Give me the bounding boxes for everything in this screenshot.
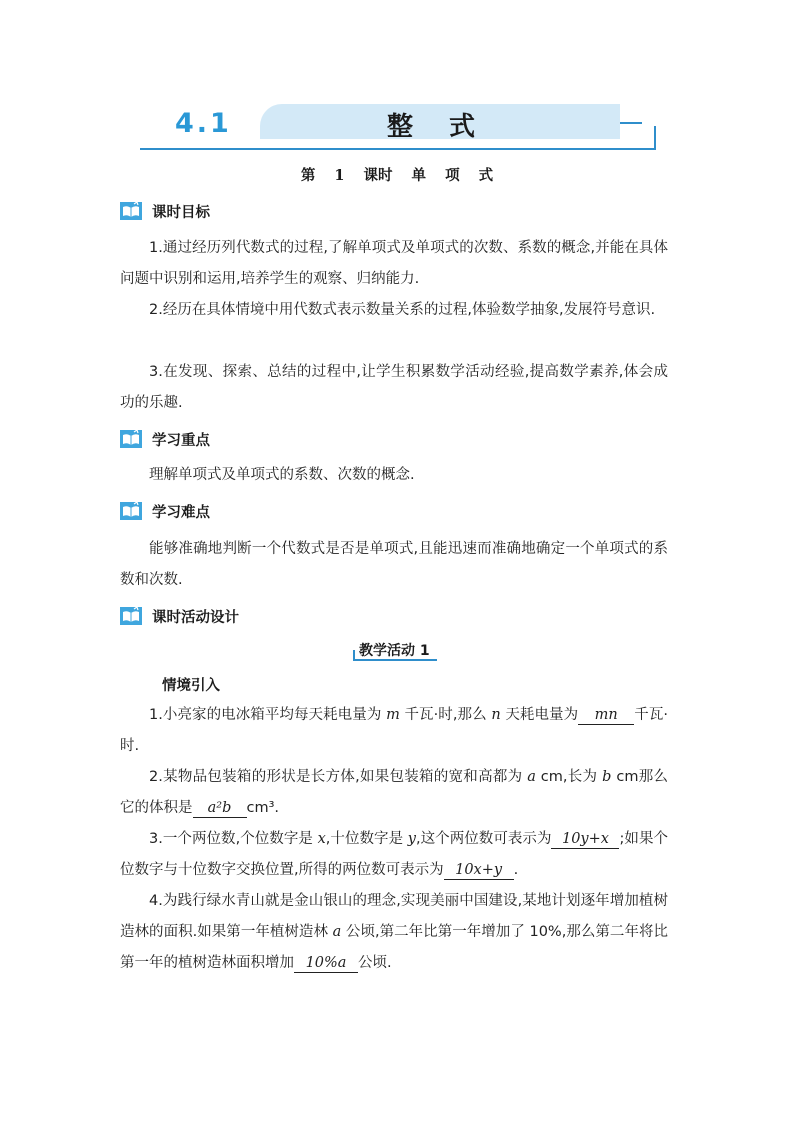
heading-difficulties: [120, 500, 210, 522]
section-title: 整式: [387, 112, 512, 142]
q1-var-n: n: [491, 707, 501, 723]
question-4: [120, 886, 668, 979]
heading-goals: [120, 200, 210, 222]
q1-text-a: 1.小亮家的电冰箱平均每天耗电量为: [149, 707, 387, 723]
q1-text-b: 千瓦·时,那么: [399, 707, 492, 723]
section-number: 4.1: [175, 108, 232, 139]
q4-var-a: a: [332, 924, 342, 940]
q2-text-a: 2.某物品包装箱的形状是长方体,如果包装箱的宽和高都为: [149, 769, 528, 785]
q3-var-y: y: [407, 831, 416, 847]
heading-goals-label: 课时目标: [152, 204, 210, 221]
q4-text-a: 4.为践行绿水青山就是金山银山的理念,实现美丽中国建设,某地计划逐年增加植树造林的面积.如果第一年植树造林: [120, 893, 668, 940]
q2-text-d: cm³.: [246, 800, 280, 816]
q1-var-m: m: [386, 707, 400, 723]
heading-key-points-label: 学习重点: [152, 432, 210, 449]
section-banner: [140, 104, 656, 154]
heading-activity-design-label: 课时活动设计: [152, 609, 239, 626]
question-2: [120, 762, 668, 824]
open-book-icon: [120, 202, 142, 220]
banner-underline: [140, 148, 656, 150]
lesson-title: 第 1 课时 单 项 式: [300, 167, 494, 184]
q3-answer-2-blank: 10x+y: [444, 861, 514, 880]
q4-text-b: 公顷,第二年比第一年增加了 10%,那么第二年将比第一年的植树造林面积增加: [120, 924, 668, 971]
q2-text-b: cm,长为: [535, 769, 603, 785]
q2-var-a: a: [527, 769, 536, 785]
open-book-icon: [120, 502, 142, 520]
q2-text-c: cm那么它的体积是: [120, 769, 668, 816]
q3-answer-1-blank: 10y+x: [551, 830, 619, 849]
q2-answer-blank: a²b: [193, 799, 247, 818]
heading-key-points: [120, 428, 210, 450]
open-book-icon: [120, 430, 142, 448]
key-point-text: 理解单项式及单项式的系数、次数的概念.: [149, 467, 415, 483]
q3-text-c: ,这个两位数可表示为: [415, 831, 552, 847]
heading-difficulties-label: 学习难点: [152, 504, 210, 521]
q1-answer-blank: mn: [578, 706, 634, 725]
goal-3: 3.在发现、探索、总结的过程中,让学生积累数学活动经验,提高数学素养,体会成功的乐趣.: [120, 364, 668, 411]
difficulty-text: 能够准确地判断一个代数式是否是单项式,且能迅速而准确地确定一个单项式的系数和次数.: [120, 541, 668, 588]
q3-text-d: ;如果个位数字与十位数字交换位置,所得的两位数可表示为: [120, 831, 668, 878]
activity-hook: [353, 650, 355, 661]
q3-text-a: 3.一个两位数,个位数字是: [149, 831, 318, 847]
q4-text-c: 公顷.: [358, 955, 392, 971]
q3-text-e: .: [513, 862, 519, 878]
goal-1: 1.通过经历列代数式的过程,了解单项式及单项式的次数、系数的概念,并能在具体问题中识别和运用,培养学生的观察、归纳能力.: [120, 240, 668, 287]
banner-right-line: [654, 126, 656, 150]
question-1: [120, 700, 668, 762]
scenario-heading: 情境引入: [162, 678, 220, 694]
goal-2: 2.经历在具体情境中用代数式表示数量关系的过程,体验数学抽象,发展符号意识.: [149, 302, 656, 318]
q1-text-d: 千瓦·时.: [120, 707, 669, 754]
open-book-icon: [120, 607, 142, 625]
q4-answer-blank: 10%a: [294, 954, 358, 973]
question-3: [120, 824, 668, 886]
q3-var-x: x: [317, 831, 326, 847]
heading-activity-design: [120, 605, 239, 627]
q3-text-b: ,十位数字是: [325, 831, 408, 847]
activity-underline: [353, 659, 437, 661]
q2-var-b: b: [602, 769, 612, 785]
banner-corner-line: [620, 122, 642, 124]
activity-label: [353, 638, 437, 662]
q1-text-c: 天耗电量为: [500, 707, 579, 723]
activity-label-text: 教学活动 1: [359, 643, 430, 659]
